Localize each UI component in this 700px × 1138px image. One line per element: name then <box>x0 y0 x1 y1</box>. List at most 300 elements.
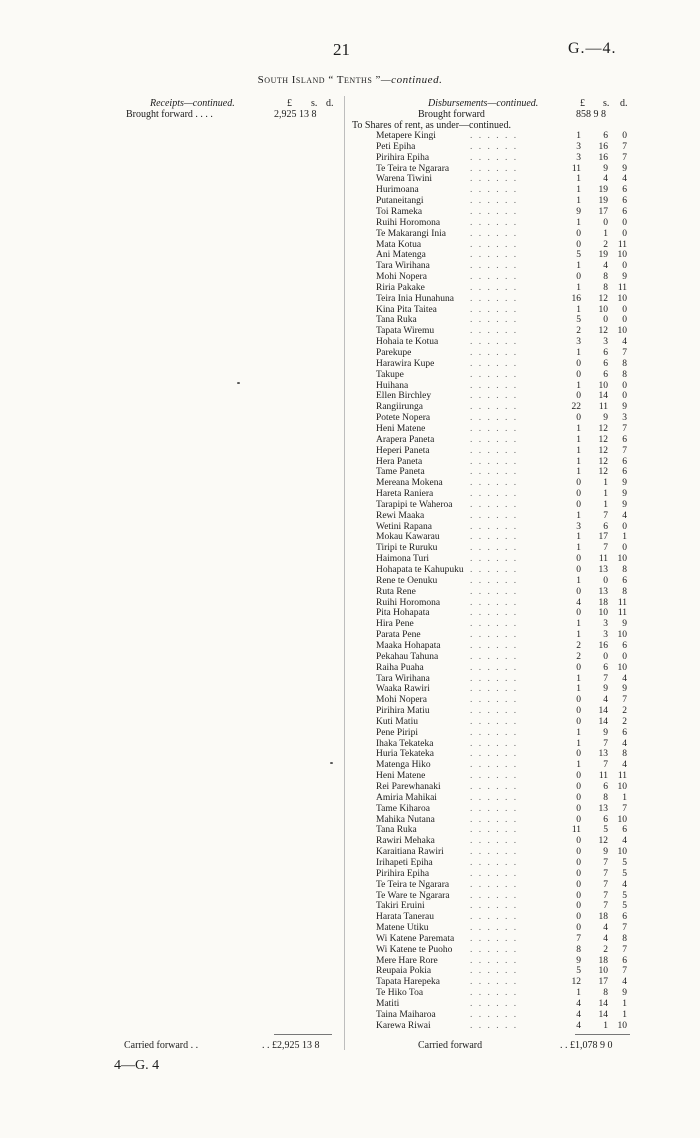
amount-pence: 6 <box>622 196 627 207</box>
amount-pence: 6 <box>622 434 627 445</box>
amount-pence: 7 <box>622 966 627 977</box>
payee-name: Huihana <box>376 380 409 391</box>
amount-pounds: 1 <box>576 532 581 543</box>
amount-pounds: 3 <box>576 521 581 532</box>
amount-pounds: 1 <box>576 261 581 272</box>
payee-name: Metapere Kingi <box>376 131 436 141</box>
disbursements-pence-header: d. <box>620 98 628 109</box>
disbursement-row <box>0 825 700 835</box>
amount-pounds: 1 <box>576 348 581 358</box>
payee-name: Matiti <box>376 999 400 1009</box>
amount-pounds: 0 <box>576 554 581 565</box>
amount-pence: 10 <box>617 1020 627 1031</box>
amount-pounds: 0 <box>576 879 581 890</box>
disbursement-row <box>0 543 700 553</box>
amount-pounds: 4 <box>576 1009 581 1020</box>
amount-pence: 6 <box>622 456 627 467</box>
amount-pence: 4 <box>622 977 627 988</box>
amount-pounds: 1 <box>576 684 581 695</box>
amount-shillings: 3 <box>603 630 608 641</box>
amount-pence: 1 <box>622 532 627 543</box>
disbursements-pound-header: £ <box>580 98 585 109</box>
payee-name: Tame Kiharoa <box>376 803 430 814</box>
disbursements-carried-forward-amount: . . £1,078 9 0 <box>560 1040 613 1051</box>
amount-shillings: 4 <box>603 174 608 185</box>
disbursement-row <box>0 782 700 792</box>
leader-dots: . . . . . . <box>470 944 519 955</box>
leader-dots: . . . . . . <box>470 988 519 999</box>
amount-pence: 0 <box>622 391 627 402</box>
receipts-brought-forward-label: Brought forward . . . . <box>126 109 213 120</box>
disbursement-row <box>0 869 700 879</box>
payee-name: Tana Ruka <box>376 315 417 326</box>
disbursement-row <box>0 934 700 944</box>
leader-dots: . . . . . . <box>470 836 519 847</box>
disbursement-row <box>0 674 700 684</box>
leader-dots: . . . . . . <box>470 771 519 782</box>
amount-pounds: 1 <box>576 673 581 684</box>
amount-pence: 10 <box>617 814 627 825</box>
amount-pence: 8 <box>622 358 627 369</box>
leader-dots: . . . . . . <box>470 695 519 706</box>
amount-pounds: 0 <box>576 923 581 934</box>
amount-shillings: 12 <box>598 434 608 445</box>
amount-pence: 4 <box>622 174 627 185</box>
amount-pounds: 1 <box>576 988 581 999</box>
disbursement-row <box>0 945 700 955</box>
leader-dots: . . . . . . <box>470 141 519 152</box>
payee-name: Pirihira Epiha <box>376 868 430 879</box>
leader-dots: . . . . . . <box>470 206 519 217</box>
disbursement-row <box>0 956 700 966</box>
payee-name: Te Teira te Ngarara <box>376 879 450 890</box>
amount-pence: 7 <box>622 423 627 434</box>
amount-shillings: 7 <box>603 510 608 521</box>
payee-name: Hohaia te Kotua <box>376 337 439 348</box>
leader-dots: . . . . . . <box>470 847 519 858</box>
amount-pounds: 1 <box>576 760 581 771</box>
payee-name: Matenga Hiko <box>376 760 431 771</box>
disbursements-carried-forward-label: Carried forward <box>418 1040 483 1051</box>
amount-pence: 9 <box>622 684 627 695</box>
amount-shillings: 4 <box>603 261 608 272</box>
payee-name: Toi Rameka <box>376 206 423 217</box>
leader-dots: . . . . . . <box>470 684 519 695</box>
disbursements-column-label: Disbursements—continued. <box>428 98 539 109</box>
leader-dots: . . . . . . <box>470 358 519 369</box>
amount-pounds: 4 <box>576 597 581 608</box>
payee-name: Te Teira te Ngarara <box>376 163 450 174</box>
amount-pence: 7 <box>622 445 627 456</box>
payee-name: Parata Pene <box>376 630 421 641</box>
amount-pounds: 0 <box>576 868 581 879</box>
amount-pence: 6 <box>622 467 627 478</box>
leader-dots: . . . . . . <box>470 619 519 630</box>
amount-pounds: 9 <box>576 955 581 966</box>
disbursement-row <box>0 576 700 586</box>
payee-name: Huria Tekateka <box>376 749 434 760</box>
amount-shillings: 9 <box>603 163 608 174</box>
amount-shillings: 12 <box>598 326 608 337</box>
amount-pence: 1 <box>622 1009 627 1020</box>
leader-dots: . . . . . . <box>470 521 519 532</box>
leader-dots: . . . . . . <box>470 380 519 391</box>
amount-pounds: 0 <box>576 565 581 575</box>
amount-pounds: 0 <box>576 369 581 380</box>
amount-shillings: 4 <box>603 923 608 934</box>
amount-pence: 10 <box>617 630 627 641</box>
disbursement-row <box>0 598 700 608</box>
amount-shillings: 7 <box>603 879 608 890</box>
amount-pence: 9 <box>622 163 627 174</box>
leader-dots: . . . . . . <box>470 217 519 228</box>
payee-name: Tapata Wiremu <box>376 326 435 337</box>
disbursement-row <box>0 554 700 564</box>
amount-pounds: 22 <box>571 402 581 413</box>
payee-name: Heperi Paneta <box>376 445 430 456</box>
disbursement-row <box>0 1010 700 1020</box>
payee-name: Hira Pene <box>376 619 414 630</box>
amount-shillings: 8 <box>603 988 608 999</box>
amount-pounds: 5 <box>576 250 581 261</box>
payee-name: Mata Kotua <box>376 239 422 250</box>
amount-pounds: 11 <box>571 825 581 836</box>
amount-pence: 9 <box>622 402 627 413</box>
amount-shillings: 12 <box>598 445 608 456</box>
amount-pence: 3 <box>622 413 627 424</box>
amount-pounds: 0 <box>576 489 581 500</box>
leader-dots: . . . . . . <box>470 131 519 141</box>
leader-dots: . . . . . . <box>470 608 519 619</box>
leader-dots: . . . . . . <box>470 868 519 879</box>
leader-dots: . . . . . . <box>470 250 519 261</box>
amount-pence: 7 <box>622 348 627 358</box>
amount-pounds: 0 <box>576 391 581 402</box>
amount-shillings: 11 <box>598 771 608 782</box>
amount-pence: 1 <box>622 792 627 803</box>
disbursement-row <box>0 370 700 380</box>
amount-pounds: 0 <box>576 228 581 239</box>
payee-name: Ruihi Horomona <box>376 217 441 228</box>
amount-shillings: 10 <box>598 608 608 619</box>
amount-shillings: 16 <box>598 640 608 651</box>
payee-name: Rangiirunga <box>376 402 423 413</box>
amount-pence: 4 <box>622 673 627 684</box>
amount-shillings: 6 <box>603 348 608 358</box>
amount-pence: 0 <box>622 521 627 532</box>
leader-dots: . . . . . . <box>470 326 519 337</box>
disbursements-brought-forward-amount: 858 9 8 <box>576 109 606 120</box>
amount-shillings: 7 <box>603 760 608 771</box>
amount-pounds: 1 <box>576 217 581 228</box>
amount-shillings: 13 <box>598 586 608 597</box>
disbursement-row <box>0 804 700 814</box>
payee-name: Harata Tanerau <box>376 912 434 923</box>
amount-pence: 7 <box>622 141 627 152</box>
amount-shillings: 13 <box>598 803 608 814</box>
amount-shillings: 0 <box>603 651 608 662</box>
disbursement-row <box>0 619 700 629</box>
disbursement-row <box>0 988 700 998</box>
amount-shillings: 6 <box>603 521 608 532</box>
amount-pounds: 0 <box>576 771 581 782</box>
amount-pence: 6 <box>622 912 627 923</box>
leader-dots: . . . . . . <box>470 977 519 988</box>
amount-pounds: 1 <box>576 282 581 293</box>
disbursement-row <box>0 315 700 325</box>
payee-name: Tiripi te Ruruku <box>376 543 438 554</box>
payee-name: Parekupe <box>376 348 412 358</box>
amount-pounds: 1 <box>576 456 581 467</box>
amount-pence: 9 <box>622 619 627 630</box>
leader-dots: . . . . . . <box>470 391 519 402</box>
payee-name: Pene Piripi <box>376 727 418 738</box>
amount-shillings: 4 <box>603 933 608 944</box>
disbursement-row <box>0 131 700 141</box>
leader-dots: . . . . . . <box>470 499 519 510</box>
leader-dots: . . . . . . <box>470 706 519 717</box>
amount-pounds: 2 <box>576 326 581 337</box>
disbursement-row <box>0 728 700 738</box>
payee-name: Heni Matene <box>376 423 426 434</box>
amount-pounds: 1 <box>576 727 581 738</box>
disbursement-row <box>0 1021 700 1031</box>
amount-pounds: 9 <box>576 206 581 217</box>
amount-shillings: 17 <box>598 977 608 988</box>
amount-pence: 8 <box>622 565 627 575</box>
payee-name: Potete Nopera <box>376 413 431 424</box>
payee-name: Rene te Oenuku <box>376 575 438 586</box>
amount-shillings: 10 <box>598 966 608 977</box>
payee-name: Riria Pakake <box>376 282 425 293</box>
leader-dots: . . . . . . <box>470 543 519 554</box>
amount-pence: 9 <box>622 272 627 283</box>
payee-name: Tame Paneta <box>376 467 425 478</box>
amount-pounds: 0 <box>576 413 581 424</box>
payee-name: Warena Tiwini <box>376 174 432 185</box>
section-heading <box>0 74 700 86</box>
payee-name: Reupaia Pokia <box>376 966 432 977</box>
disbursement-row <box>0 858 700 868</box>
disbursement-row <box>0 305 700 315</box>
leader-dots: . . . . . . <box>470 293 519 304</box>
leader-dots: . . . . . . <box>470 402 519 413</box>
disbursement-row <box>0 164 700 174</box>
amount-pence: 4 <box>622 510 627 521</box>
leader-dots: . . . . . . <box>470 467 519 478</box>
disbursement-row <box>0 815 700 825</box>
amount-pounds: 0 <box>576 901 581 912</box>
payee-name: Irihapeti Epiha <box>376 857 433 868</box>
amount-pence: 1 <box>622 999 627 1009</box>
amount-pence: 6 <box>622 955 627 966</box>
amount-shillings: 14 <box>598 716 608 727</box>
disbursement-row <box>0 717 700 727</box>
disbursement-row <box>0 348 700 358</box>
leader-dots: . . . . . . <box>470 478 519 489</box>
amount-pounds: 4 <box>576 999 581 1009</box>
amount-pounds: 1 <box>576 304 581 315</box>
payee-name: Mokau Kawarau <box>376 532 440 543</box>
leader-dots: . . . . . . <box>470 445 519 456</box>
amount-pence: 10 <box>617 250 627 261</box>
amount-shillings: 6 <box>603 131 608 141</box>
payee-name: Takiri Eruini <box>376 901 425 912</box>
payee-name: Amiria Mahikai <box>376 792 437 803</box>
receipts-shilling-header: s. <box>311 98 318 109</box>
leader-dots: . . . . . . <box>470 1009 519 1020</box>
amount-pence: 4 <box>622 337 627 348</box>
amount-pence: 5 <box>622 857 627 868</box>
amount-pounds: 0 <box>576 478 581 489</box>
leader-dots: . . . . . . <box>470 489 519 500</box>
payee-name: Wi Katene te Puoho <box>376 944 453 955</box>
leader-dots: . . . . . . <box>470 782 519 792</box>
payee-name: Te Hiko Toa <box>376 988 424 999</box>
amount-pounds: 5 <box>576 966 581 977</box>
amount-pounds: 1 <box>576 423 581 434</box>
amount-shillings: 10 <box>598 304 608 315</box>
amount-shillings: 0 <box>603 217 608 228</box>
amount-pence: 4 <box>622 760 627 771</box>
amount-pounds: 0 <box>576 695 581 706</box>
page-number: 21 <box>333 40 350 59</box>
disbursement-row <box>0 999 700 1009</box>
amount-pounds: 0 <box>576 803 581 814</box>
leader-dots: . . . . . . <box>470 999 519 1009</box>
amount-pence: 4 <box>622 836 627 847</box>
amount-pounds: 8 <box>576 944 581 955</box>
amount-shillings: 10 <box>598 380 608 391</box>
disbursement-row <box>0 500 700 510</box>
payee-name: Mohi Nopera <box>376 272 427 283</box>
payee-name: Tarapipi te Waheroa <box>376 499 453 510</box>
amount-pence: 11 <box>617 282 627 293</box>
disbursement-row <box>0 337 700 347</box>
payee-name: Peti Epiha <box>376 141 416 152</box>
amount-pence: 0 <box>622 261 627 272</box>
payee-name: Tana Ruka <box>376 825 417 836</box>
leader-dots: . . . . . . <box>470 912 519 923</box>
payee-name: Kuti Matiu <box>376 716 418 727</box>
disbursement-row <box>0 891 700 901</box>
leader-dots: . . . . . . <box>470 434 519 445</box>
disbursement-row <box>0 196 700 206</box>
amount-shillings: 0 <box>603 575 608 586</box>
amount-shillings: 9 <box>603 727 608 738</box>
amount-pounds: 1 <box>576 196 581 207</box>
amount-shillings: 5 <box>603 825 608 836</box>
amount-shillings: 14 <box>598 999 608 1009</box>
amount-pounds: 11 <box>571 163 581 174</box>
amount-pounds: 0 <box>576 890 581 901</box>
disbursement-row <box>0 446 700 456</box>
amount-shillings: 9 <box>603 413 608 424</box>
disbursement-row <box>0 641 700 651</box>
amount-pence: 5 <box>622 901 627 912</box>
receipts-carried-forward-amount: . . £2,925 13 8 <box>262 1040 320 1051</box>
leader-dots: . . . . . . <box>470 185 519 196</box>
leader-dots: . . . . . . <box>470 890 519 901</box>
payee-name: Taina Maiharoa <box>376 1009 436 1020</box>
payee-name: Hera Paneta <box>376 456 423 467</box>
payee-name: Ruta Rene <box>376 586 416 597</box>
amount-shillings: 19 <box>598 250 608 261</box>
payee-name: Haimona Turi <box>376 554 430 565</box>
leader-dots: . . . . . . <box>470 673 519 684</box>
disbursement-row <box>0 923 700 933</box>
disbursement-row <box>0 608 700 618</box>
amount-pence: 8 <box>622 586 627 597</box>
amount-shillings: 12 <box>598 293 608 304</box>
payee-name: Raiha Puaha <box>376 662 424 673</box>
amount-shillings: 12 <box>598 423 608 434</box>
payee-name: Karewa Riwai <box>376 1020 431 1031</box>
amount-pence: 2 <box>622 706 627 717</box>
leader-dots: . . . . . . <box>470 163 519 174</box>
amount-pence: 7 <box>622 923 627 934</box>
amount-shillings: 14 <box>598 706 608 717</box>
amount-shillings: 1 <box>603 1020 608 1031</box>
disbursement-row <box>0 185 700 195</box>
leader-dots: . . . . . . <box>470 825 519 836</box>
leader-dots: . . . . . . <box>470 803 519 814</box>
amount-pounds: 2 <box>576 640 581 651</box>
disbursement-row <box>0 326 700 336</box>
amount-pence: 10 <box>617 782 627 792</box>
disbursement-row <box>0 695 700 705</box>
amount-pence: 4 <box>622 738 627 749</box>
disbursement-row <box>0 587 700 597</box>
payee-name: Matene Utiku <box>376 923 429 934</box>
payee-name: Maaka Hohapata <box>376 640 441 651</box>
disbursement-row <box>0 652 700 662</box>
amount-pounds: 16 <box>571 293 581 304</box>
amount-pence: 9 <box>622 988 627 999</box>
disbursements-total-rule <box>575 1034 630 1035</box>
leader-dots: . . . . . . <box>470 727 519 738</box>
payee-name: Putaneitangi <box>376 196 424 207</box>
disbursement-row <box>0 532 700 542</box>
disbursement-row <box>0 630 700 640</box>
amount-pence: 11 <box>617 771 627 782</box>
amount-shillings: 12 <box>598 836 608 847</box>
leader-dots: . . . . . . <box>470 597 519 608</box>
leader-dots: . . . . . . <box>470 857 519 868</box>
amount-shillings: 6 <box>603 814 608 825</box>
amount-pence: 4 <box>622 879 627 890</box>
amount-pence: 6 <box>622 185 627 196</box>
payee-name: Rawiri Mehaka <box>376 836 435 847</box>
payee-name: Harawira Kupe <box>376 358 435 369</box>
leader-dots: . . . . . . <box>470 760 519 771</box>
amount-pounds: 0 <box>576 814 581 825</box>
payee-name: Wetini Rapana <box>376 521 432 532</box>
payee-name: Mere Hare Rore <box>376 955 438 966</box>
amount-pence: 8 <box>622 933 627 944</box>
amount-pounds: 0 <box>576 847 581 858</box>
disbursement-row <box>0 966 700 976</box>
amount-pounds: 1 <box>576 434 581 445</box>
disbursement-row <box>0 229 700 239</box>
amount-pence: 5 <box>622 890 627 901</box>
amount-pence: 5 <box>622 868 627 879</box>
disbursement-row <box>0 207 700 217</box>
leader-dots: . . . . . . <box>470 196 519 207</box>
leader-dots: . . . . . . <box>470 792 519 803</box>
amount-shillings: 7 <box>603 738 608 749</box>
amount-pounds: 3 <box>576 337 581 348</box>
